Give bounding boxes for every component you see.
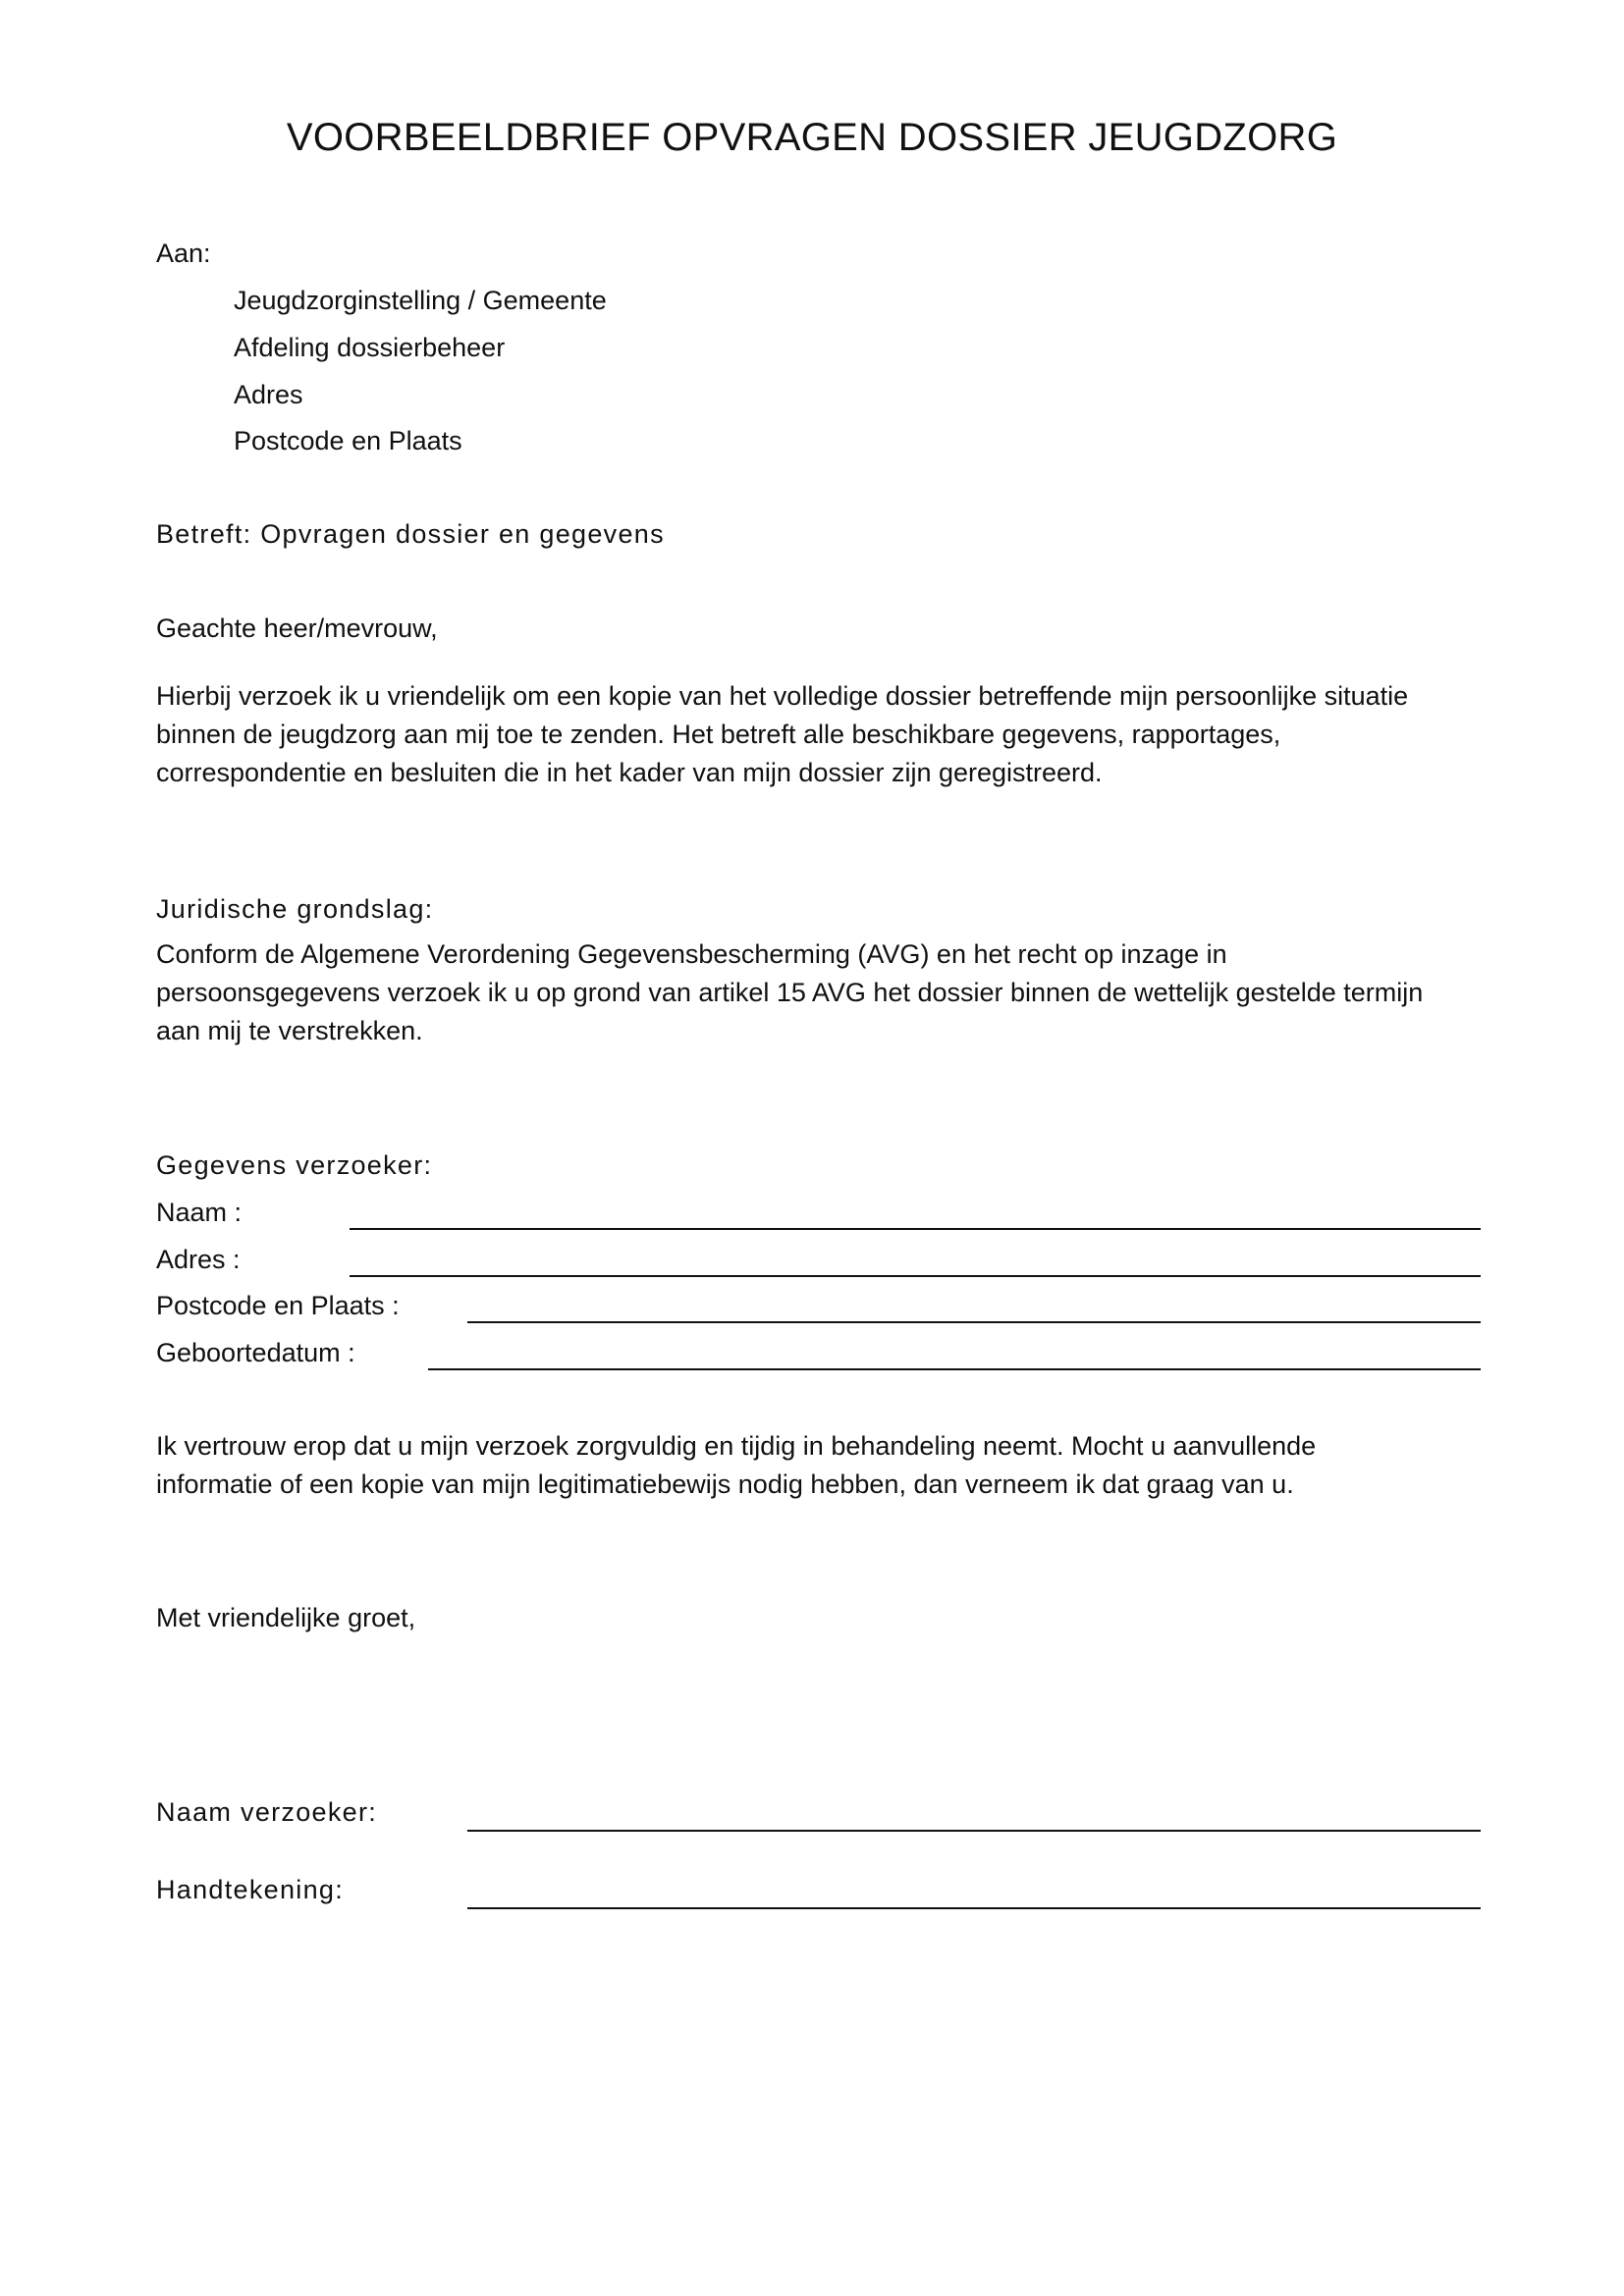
legal-paragraph-line: Conform de Algemene Verordening Gegevensbescherming (AVG) en het recht op inzage in xyxy=(156,939,1227,969)
field-label-naam: Naam : xyxy=(156,1198,243,1227)
intro-paragraph-line: binnen de jeugdzorg aan mij toe te zenden. Het betreft alle beschikbare gegevens, rapportages, xyxy=(156,720,1281,749)
recipient-line-organization: Jeugdzorginstelling / Gemeente xyxy=(234,286,607,315)
signature-label: Handtekening: xyxy=(156,1875,345,1904)
address-input-line[interactable] xyxy=(350,1275,1481,1277)
birthdate-input-line[interactable] xyxy=(428,1368,1481,1370)
signature-input-line[interactable] xyxy=(467,1907,1481,1909)
intro-paragraph xyxy=(156,677,1531,792)
postcode-input-line[interactable] xyxy=(467,1321,1481,1323)
subject-line: Betreft: Opvragen dossier en gegevens xyxy=(156,519,665,549)
requester-heading: Gegevens verzoeker: xyxy=(156,1150,433,1180)
legal-paragraph xyxy=(156,935,1531,1050)
name-input-line[interactable] xyxy=(350,1228,1481,1230)
intro-paragraph-line: Hierbij verzoek ik u vriendelijk om een kopie van het volledige dossier betreffende mijn persoonlijke situatie xyxy=(156,681,1409,711)
closing-paragraph-line: Ik vertrouw erop dat u mijn verzoek zorgvuldig en tijdig in behandeling neemt. Mocht u aanvullende xyxy=(156,1431,1317,1461)
signature-name-label: Naam verzoeker: xyxy=(156,1797,378,1827)
recipient-line-postcode: Postcode en Plaats xyxy=(234,426,462,455)
salutation: Geachte heer/mevrouw, xyxy=(156,614,438,643)
field-label-geboortedatum: Geboortedatum : xyxy=(156,1338,355,1367)
recipient-line-address: Adres xyxy=(234,380,303,409)
closing-paragraph-line: informatie of een kopie van mijn legitimatiebewijs nodig hebben, dan verneem ik dat graag van u. xyxy=(156,1469,1294,1499)
legal-paragraph-line: aan mij te verstrekken. xyxy=(156,1016,423,1045)
greeting: Met vriendelijke groet, xyxy=(156,1603,416,1632)
closing-paragraph xyxy=(156,1427,1531,1504)
requester-name-input-line[interactable] xyxy=(467,1830,1481,1832)
recipient-label: Aan: xyxy=(156,239,211,268)
letter-title: VOORBEELDBRIEF OPVRAGEN DOSSIER JEUGDZORG xyxy=(286,116,1338,159)
field-label-adres: Adres : xyxy=(156,1245,241,1274)
legal-paragraph-line: persoonsgegevens verzoek ik u op grond van artikel 15 AVG het dossier binnen de wettelijk gestelde termijn xyxy=(156,978,1424,1007)
field-label-postcode: Postcode en Plaats : xyxy=(156,1291,400,1320)
recipient-line-department: Afdeling dossierbeheer xyxy=(234,333,506,362)
intro-paragraph-line: correspondentie en besluiten die in het kader van mijn dossier zijn geregistreerd. xyxy=(156,758,1103,787)
legal-heading: Juridische grondslag: xyxy=(156,894,434,924)
